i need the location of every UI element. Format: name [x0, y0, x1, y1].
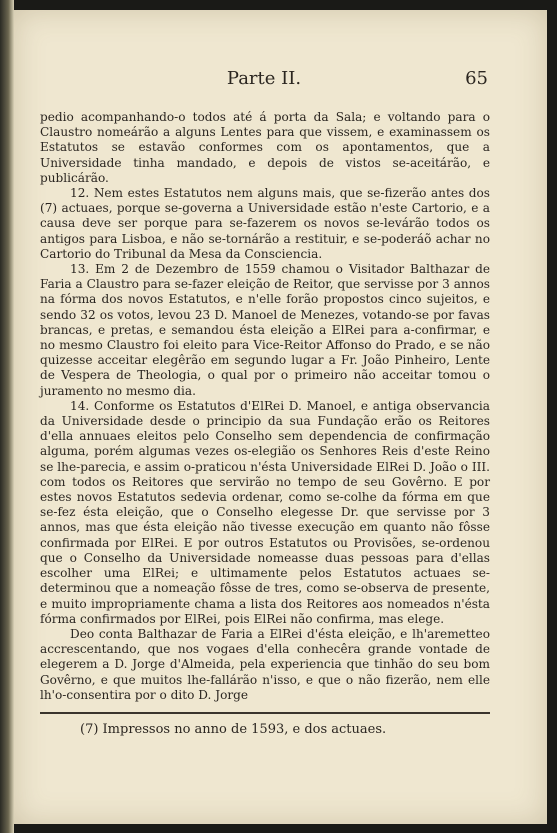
- footnote: (7) Impressos no anno de 1593, e dos actuaes.: [80, 722, 387, 737]
- section-title: Parte II.: [226, 68, 302, 89]
- page-number: 65: [465, 68, 488, 89]
- paragraph-14: 14. Conforme os Estatutos d'ElRei D. Manoel, e antiga observancia da Universidade desde o principio da sua Fundação erão os Reitores d'ella annuaes eleitos pelo Conselho sem dependencia de confirmação alguma, porém algumas vezes os-elegião os Senhores Reis d'este Reino se lhe-parecia, e assim o-praticou n'ésta Universidade ElRei D. João o III. com todos os Reitores que servirão no tempo de seu Govêrno. E por estes novos Estatutos sedevia ordenar, como se-colhe da fórma em que se-fez ésta eleição, que o Conselho elegesse Dr. que servisse por 3 annos, mas que ésta eleição não tivesse execução em quanto não fôsse confirmada por ElRei. E por outros Estatutos ou Provisões, se-ordenou que o Conselho da Universidade nomeasse duas pessoas para d'ellas escolher uma ElRei; e ultimamente pelos Estatutos actuaes se-determinou que a nomeação fôsse de tres, como se-observa de presente, e muito impropriamente chama a lista dos Reitores aos nomeados n'ésta fórma confirmados por ElRei, pois ElRei não confirma, mas elege.: [40, 398, 490, 626]
- paragraph-continuation: pedio acompanhando-o todos até á porta da Sala; e voltando para o Claustro nomeárão a alguns Lentes para que vissem, e examinassem os Estatutos se estavão conformes com os apontamentos, que a Universidade tinha mandado, e depois de vistos se-aceitárão, e publicárão.: [40, 110, 490, 185]
- page-header: [40, 68, 488, 92]
- paragraph-13: 13. Em 2 de Dezembro de 1559 chamou o Visitador Balthazar de Faria a Claustro para se-fazer eleição de Reitor, que servisse por 3 annos na fórma dos novos Estatutos, e n'elle forão propostos cinco sujeitos, e sendo 32 os votos, levou 23 D. Manoel de Menezes, votando-se por favas brancas, e pretas, e semandou ésta eleição a ElRei para a-confirmar, e no mesmo Claustro foi eleito para Vice-Reitor Affonso do Prado, e se não quizesse acceitar elegêrão em segundo lugar a Fr. João Pinheiro, Lente de Vespera de Theologia, o qual por o primeiro não acceitar tomou o juramento no mesmo dia.: [40, 262, 490, 398]
- footnote-rule: [40, 712, 490, 714]
- body-text: [40, 110, 490, 703]
- page-edge: [0, 0, 14, 833]
- paragraph-12: 12. Nem estes Estatutos nem alguns mais, que se-fizerão antes dos (7) actuaes, porque se-governa a Universidade estão n'este Cartorio, e a causa deve ser porque para se-fazerem os novos se-levárão todos os antigos para Lisboa, e não se-tornárão a restituir, e se-poderáõ achar no Cartorio do Tribunal da Mesa da Consciencia.: [40, 186, 490, 261]
- paragraph-deo-conta: Deo conta Balthazar de Faria a ElRei d'ésta eleição, e lh'aremetteo accrescentando, que nos vogaes d'ella conhecêra grande vontade de elegerem a D. Jorge d'Almeida, pela experiencia que tinhão do seu bom Govêrno, e que muitos lhe-fallárão n'isso, e que o não fizerão, nem elle lh'o-consentira por o dito D. Jorge: [40, 626, 490, 702]
